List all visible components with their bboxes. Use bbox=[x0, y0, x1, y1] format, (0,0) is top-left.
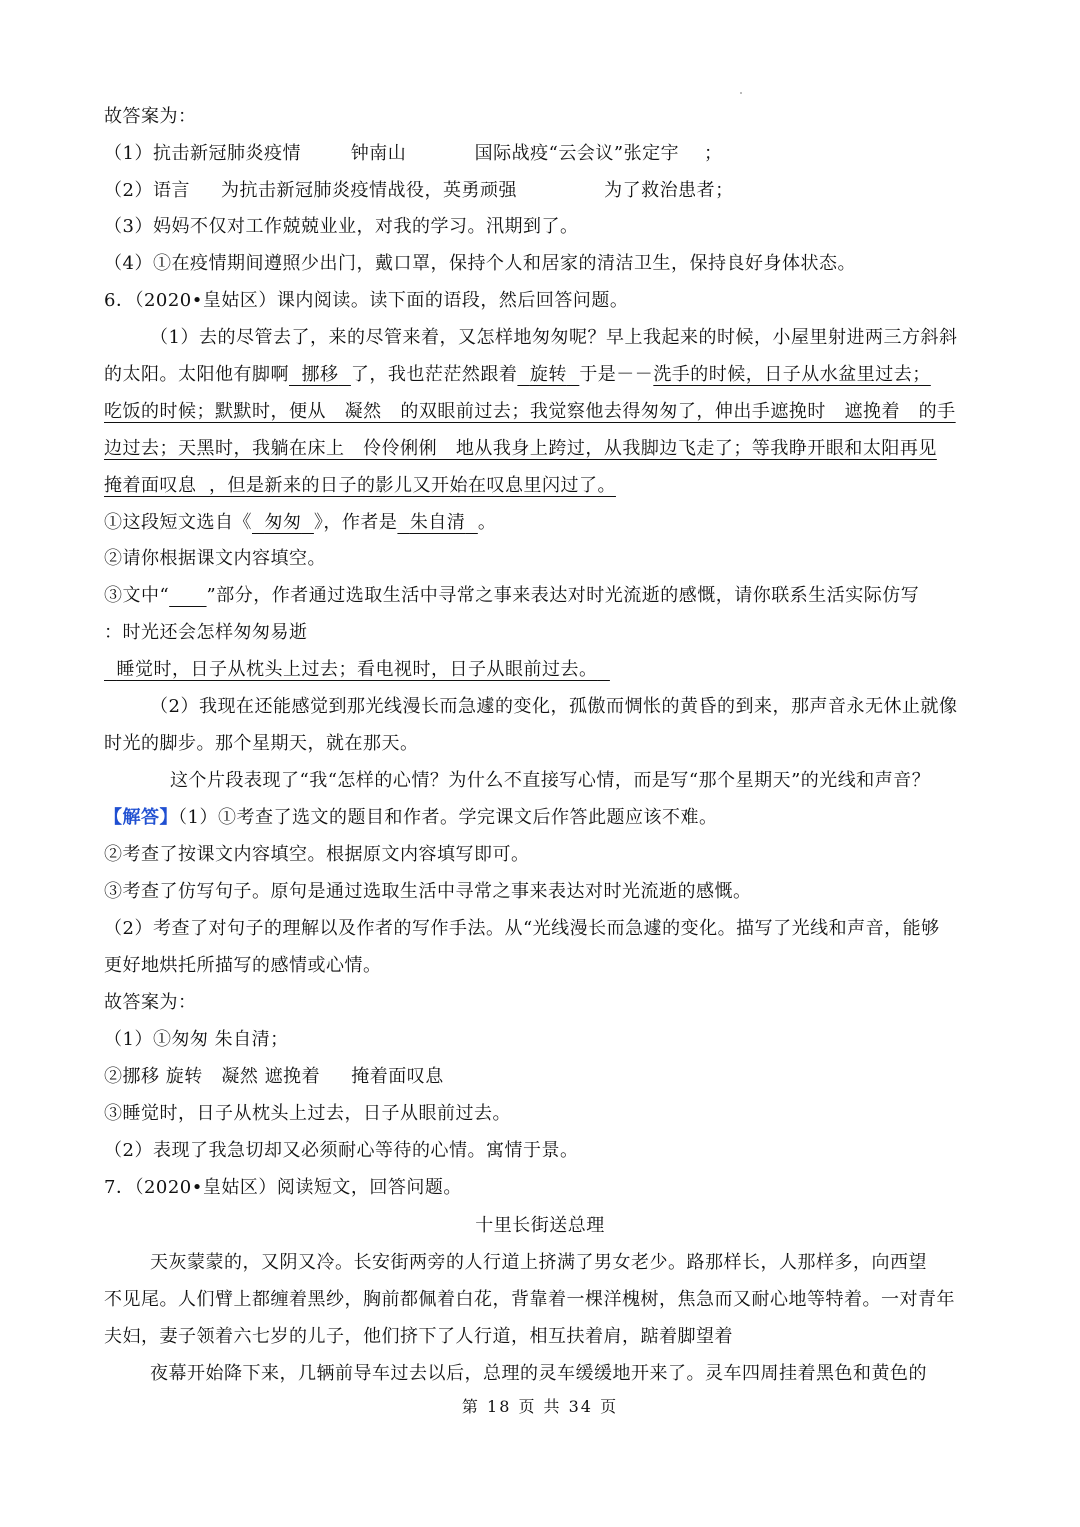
answer2-heading: 故答案为： bbox=[104, 992, 197, 1013]
solution-line-4: （2）考查了对句子的理解以及作者的写作手法。从“光线漫长而急遽的变化。描写了光线和声音，能够 bbox=[104, 918, 940, 939]
answer-line-4: （4）①在疫情期间遵照少出门，戴口罩，保持个人和居家的清洁卫生，保持良好身体状态。 bbox=[104, 253, 856, 274]
answer2-line-1: （1）①匆匆 朱自清； bbox=[104, 1029, 289, 1050]
passage-line-2: 的太阳。太阳他有脚啊 挪移 了，我也茫茫然跟着 旋转 于是－－洗手的时候，日子从水盆里过去； bbox=[104, 364, 931, 385]
answer-line-3: （3）妈妈不仅对工作兢兢业业，对我的学习。汛期到了。 bbox=[104, 216, 579, 237]
sub-question-3: ③文中“ ”部分，作者通过选取生活中寻常之事来表达对时光流逝的感慨，请你联系生活实际仿写 bbox=[104, 585, 920, 606]
article-line-2: 不见尾。人们臂上都缠着黑纱，胸前都佩着白花，背靠着一棵洋槐树，焦急而又耐心地等特着。一对青年 bbox=[104, 1289, 955, 1310]
passage2-line-1: （2）我现在还能感觉到那光线漫长而急遽的变化，孤傲而惆怅的黄昏的到来，那声音永无休止就像 bbox=[150, 696, 958, 717]
article-line-1: 天灰蒙蒙的，又阴又冷。长安街两旁的人行道上挤满了男女老少。路那样长，人那样多，向西望 bbox=[150, 1252, 927, 1273]
passage-line-5: 掩着面叹息 ，但是新来的日子的影儿又开始在叹息里闪过了。 bbox=[104, 475, 616, 496]
sub-question-2: ②请你根据课文内容填空。 bbox=[104, 548, 326, 569]
passage-line-4: 边过去；天黑时，我躺在床上 伶伶俐俐 地从我身上跨过，从我脚边飞走了；等我睁开眼和太阳再见 bbox=[104, 438, 937, 459]
solution-line-2: ②考查了按课文内容填空。根据原文内容填写即可。 bbox=[104, 844, 530, 865]
passage2-line-2: 时光的脚步。那个星期天，就在那天。 bbox=[104, 733, 419, 754]
question-6-title: 6．（2020•皇姑区）课内阅读。读下面的语段，然后回答问题。 bbox=[104, 290, 629, 311]
answer2-line-2: ②挪移 旋转 凝然 遮挽着 掩着面叹息 bbox=[104, 1066, 444, 1087]
article-line-4: 夜幕开始降下来，几辆前导车过去以后，总理的灵车缓缓地开来了。灵车四周挂着黑色和黄色的 bbox=[150, 1363, 927, 1384]
answer-line-1: （1）抗击新冠肺炎疫情 钟南山 国际战疫“云会议”张定宇 ； bbox=[104, 143, 723, 164]
question-7-title: 7．（2020•皇姑区）阅读短文，回答问题。 bbox=[104, 1177, 462, 1198]
scan-speck bbox=[740, 92, 742, 94]
solution-label: 【解答】 bbox=[104, 807, 178, 828]
passage-line-1: （1）去的尽管去了，来的尽管来着，又怎样地匆匆呢？早上我起来的时候，小屋里射进两三方斜斜 bbox=[150, 327, 958, 348]
solution-line-5: 更好地烘托所描写的感情或心情。 bbox=[104, 955, 382, 976]
article-line-3: 夫妇，妻子领着六七岁的儿子，他们挤下了人行道，相互扶着肩，踮着脚望着 bbox=[104, 1326, 733, 1347]
answer-line-2: （2）语言 为抗击新冠肺炎疫情战役，英勇顽强 为了救治患者； bbox=[104, 180, 734, 201]
article-title: 十里长街送总理 bbox=[475, 1215, 605, 1236]
passage2-question: 这个片段表现了“我“怎样的心情？为什么不直接写心情，而是写“那个星期天”的光线和声音？ bbox=[170, 770, 931, 791]
imitation-answer: 睡觉时，日子从枕头上过去；看电视时，日子从眼前过去。 bbox=[116, 659, 598, 680]
solution-line-1: 【解答】（1）①考查了选文的题目和作者。学完课文后作答此题应该不难。 bbox=[104, 807, 718, 828]
sub-question-3-cont: ：时光还会怎样匆匆易逝 bbox=[104, 622, 308, 643]
passage-line-3: 吃饭的时候；默默时，便从 凝然 的双眼前过去；我觉察他去得匆匆了，伸出手遮挽时 遮挽着 的手 bbox=[104, 401, 956, 422]
answer-heading: 故答案为： bbox=[104, 106, 197, 127]
answer2-line-4: （2）表现了我急切却又必须耐心等待的心情。寓情于景。 bbox=[104, 1140, 579, 1161]
solution-line-3: ③考查了仿写句子。原句是通过选取生活中寻常之事来表达对时光流逝的感慨。 bbox=[104, 881, 752, 902]
answer2-line-3: ③睡觉时，日子从枕头上过去，日子从眼前过去。 bbox=[104, 1103, 511, 1124]
page-footer: 第 18 页 共 34 页 bbox=[461, 1397, 619, 1416]
sub-question-1: ①这段短文选自《 匆匆 》，作者是 朱自清 。 bbox=[104, 512, 497, 533]
